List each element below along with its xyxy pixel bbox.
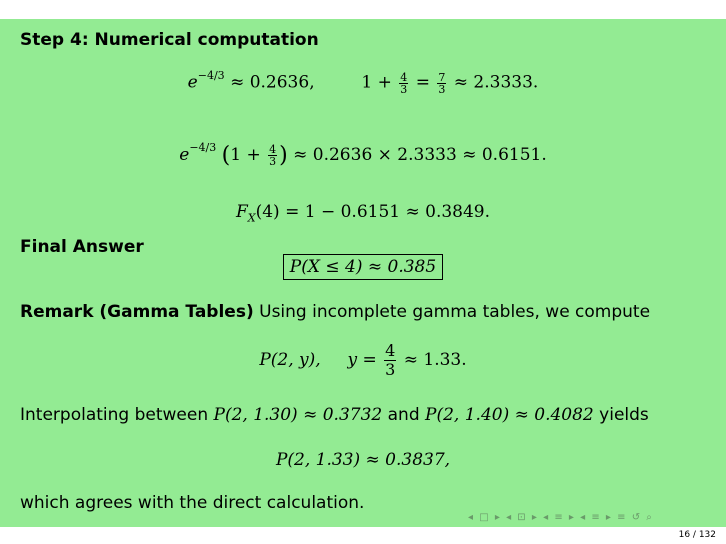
eq1-equals: = — [415, 72, 430, 93]
step-heading: Step 4: Numerical computation — [20, 30, 319, 50]
remark — [20, 302, 650, 322]
eq1-frac2: $\frac{7}{3}$ — [438, 70, 446, 96]
interp-text-2: and — [387, 405, 420, 425]
page-number: 16 / 132 — [678, 530, 716, 540]
equation-2 — [0, 143, 726, 168]
eq1-approx2: ≈ 2.3333. — [453, 72, 539, 93]
interp-text-3: yields — [599, 405, 649, 425]
nav-next-frame-icon[interactable]: ▸ — [494, 512, 501, 523]
remark-title: Remark (Gamma Tables) — [20, 302, 254, 322]
nav-frame-icon[interactable]: □ — [479, 512, 490, 523]
eq4-left: P(2, y), — [259, 350, 321, 370]
equation-5: P(2, 1.33) ≈ 0.3837, — [275, 450, 451, 470]
interp-text-1: Interpolating between — [20, 405, 209, 425]
eq1-one-plus: 1 + — [361, 72, 392, 93]
nav-doc-icon[interactable]: ≡ — [591, 512, 601, 523]
final-answer-box-wrap — [0, 257, 726, 277]
eq3-f: F — [235, 202, 248, 222]
equation-3 — [0, 202, 726, 224]
nav-subsection-icon[interactable]: ⊡ — [517, 512, 527, 523]
eq3-sub: X — [247, 211, 256, 225]
eq4-frac: $\frac{4}{3}$ — [385, 341, 396, 379]
beamer-navigation — [468, 512, 720, 526]
nav-next-section-icon[interactable]: ▸ — [568, 512, 575, 523]
eq2-power: −4/3 — [189, 141, 217, 155]
nav-prev-subsection-icon[interactable]: ◂ — [506, 512, 513, 523]
nav-appendix-icon[interactable]: ≡ — [617, 512, 627, 523]
eq1-frac1: $\frac{4}{3}$ — [400, 70, 408, 96]
nav-prev-frame-icon[interactable]: ◂ — [468, 512, 475, 523]
final-answer-label: Final Answer — [20, 237, 144, 257]
eq3-rest: (4) = 1 − 0.6151 ≈ 0.3849. — [255, 202, 491, 222]
eq2-one-plus: 1 + — [230, 145, 261, 165]
eq1-base: e — [187, 72, 198, 93]
equation-1 — [0, 71, 726, 95]
closing-text: which agrees with the direct calculation. — [20, 493, 365, 513]
nav-search-icon[interactable]: ⌕ — [646, 512, 653, 523]
final-answer-box: P(X ≤ 4) ≈ 0.385 — [283, 254, 443, 280]
interp-math-2: P(2, 1.40) ≈ 0.4082 — [425, 405, 594, 425]
eq2-base: e — [179, 145, 190, 165]
eq1-approx1: ≈ 0.2636, — [230, 72, 315, 93]
interpolation-line — [20, 405, 649, 425]
nav-prev-doc-icon[interactable]: ◂ — [580, 512, 587, 523]
eq4-y-eq: y = — [347, 350, 377, 370]
equation-4 — [0, 342, 726, 379]
nav-next-doc-icon[interactable]: ▸ — [605, 512, 612, 523]
nav-back-icon[interactable]: ↺ — [631, 512, 642, 523]
nav-next-subsection-icon[interactable]: ▸ — [531, 512, 538, 523]
nav-section-icon[interactable]: ≡ — [554, 512, 564, 523]
eq2-frac: $\frac{4}{3}$ — [269, 143, 277, 168]
eq4-approx: ≈ 1.33. — [403, 350, 467, 370]
interp-math-1: P(2, 1.30) ≈ 0.3732 — [213, 405, 383, 425]
eq2-rest: ≈ 0.2636 × 2.3333 ≈ 0.6151. — [293, 145, 547, 165]
eq2-open-paren: ( — [221, 143, 231, 168]
eq2-close-paren: ) — [279, 143, 288, 168]
nav-prev-section-icon[interactable]: ◂ — [543, 512, 550, 523]
remark-text: Using incomplete gamma tables, we compute — [259, 302, 651, 322]
slide — [0, 19, 726, 527]
eq1-power: −4/3 — [197, 69, 225, 82]
